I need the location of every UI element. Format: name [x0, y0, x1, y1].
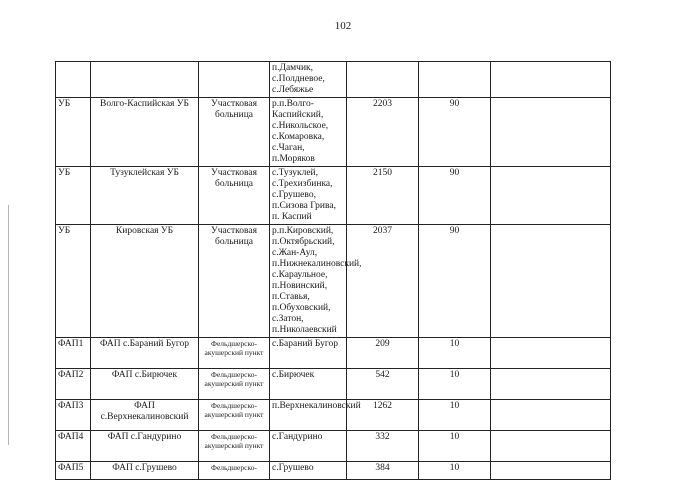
table-row: [56, 225, 611, 338]
facility-code: ФАП5: [56, 462, 91, 480]
facility-name: Кировская УБ: [91, 225, 199, 338]
served-places: [270, 400, 361, 431]
table-row: [56, 338, 611, 369]
place-name: с.Комаровка,: [272, 132, 325, 142]
facility-type: Участковая больница: [199, 225, 270, 338]
table-row: [56, 62, 611, 98]
extra-cell: [491, 167, 611, 225]
scan-edge-line: [8, 205, 9, 445]
population-value: 209: [347, 338, 419, 369]
facility-code: ФАП1: [56, 338, 91, 369]
place-name: с.Чаган,: [272, 143, 305, 153]
served-places: [270, 338, 347, 369]
place-name: п.Ставья,: [272, 292, 310, 302]
place-name: п.Верхнекалиновский: [272, 401, 361, 411]
table-row: [56, 462, 611, 480]
place-name: п.Нижнекалиновский,: [272, 259, 362, 269]
place-name: с.Бараний Бугор: [272, 339, 338, 349]
facility-type: Фельдшерско-акушерский пункт: [199, 400, 270, 431]
facility-code: УБ: [56, 167, 91, 225]
place-name: р.п.Кировский,: [272, 226, 334, 236]
place-name: с.Полдневое,: [272, 74, 325, 84]
facility-code: УБ: [56, 225, 91, 338]
facility-type: Фельдшерско-: [199, 462, 270, 480]
facility-code: [56, 62, 91, 98]
place-name: п.Новинский,: [272, 281, 328, 291]
population-value: 1262: [347, 400, 419, 431]
population-value: [347, 62, 419, 98]
served-places: [270, 225, 362, 338]
facility-type: Участковая больница: [199, 98, 270, 167]
page-number: 102: [334, 20, 352, 32]
extra-cell: [491, 98, 611, 167]
facility-name: ФАП с.Бараний Бугор: [91, 338, 199, 369]
facility-name: Тузуклейская УБ: [91, 167, 199, 225]
place-name: с.Караульное,: [272, 270, 328, 280]
facility-code: ФАП3: [56, 400, 91, 431]
distance-value: [419, 62, 491, 98]
place-name: с.Никольское,: [272, 121, 329, 131]
place-name: п.Моряков: [272, 154, 315, 164]
table-row: [56, 400, 611, 431]
place-name: п. Каспий: [272, 212, 312, 222]
served-places: [270, 431, 347, 462]
place-name: п.Николаевский: [272, 325, 337, 335]
served-places: [270, 369, 347, 400]
place-name: Каспийский,: [272, 110, 324, 120]
place-name: с.Бирючек: [272, 370, 315, 380]
place-name: с.Грушево: [272, 463, 314, 473]
distance-value: 10: [419, 400, 491, 431]
place-name: п.Обуховский,: [272, 303, 331, 313]
table-row: [56, 98, 611, 167]
extra-cell: [491, 369, 611, 400]
population-value: 2150: [347, 167, 419, 225]
extra-cell: [491, 431, 611, 462]
facility-name: ФАП с.Верхнекалиновский: [91, 400, 199, 431]
place-name: с.Грушево,: [272, 190, 316, 200]
facility-type: Фельдшерско-акушерский пункт: [199, 431, 270, 462]
distance-value: 10: [419, 338, 491, 369]
facility-code: ФАП4: [56, 431, 91, 462]
place-name: с.Трехизбинка,: [272, 179, 333, 189]
facility-name: ФАП с.Грушево: [91, 462, 199, 480]
place-name: с.Гандурино: [272, 432, 323, 442]
facility-table: [55, 61, 611, 480]
served-places: [270, 167, 347, 225]
facility-name: ФАП с.Гандурино: [91, 431, 199, 462]
place-name: с.Лебяжье: [272, 85, 314, 95]
facility-type: Фельдшерско-акушерский пункт: [199, 369, 270, 400]
extra-cell: [491, 338, 611, 369]
place-name: р.п.Волго-: [272, 99, 314, 109]
served-places: [270, 98, 347, 167]
served-places: [270, 462, 347, 480]
distance-value: 10: [419, 431, 491, 462]
distance-value: 10: [419, 369, 491, 400]
distance-value: 10: [419, 462, 491, 480]
place-name: п.Октябрьский,: [272, 237, 335, 247]
population-value: 332: [347, 431, 419, 462]
place-name: п.Сизова Грива,: [272, 201, 336, 211]
facility-type: Фельдшерско-акушерский пункт: [199, 338, 270, 369]
facility-code: ФАП2: [56, 369, 91, 400]
population-value: 2037: [347, 225, 419, 338]
extra-cell: [491, 62, 611, 98]
facility-name: [91, 62, 199, 98]
facility-type: Участковая больница: [199, 167, 270, 225]
distance-value: 90: [419, 225, 491, 338]
place-name: с.Тузуклей,: [272, 168, 319, 178]
table-row: [56, 167, 611, 225]
population-value: 2203: [347, 98, 419, 167]
distance-value: 90: [419, 98, 491, 167]
extra-cell: [491, 400, 611, 431]
place-name: с.Затон,: [272, 314, 304, 324]
facility-type: [199, 62, 270, 98]
table-row: [56, 369, 611, 400]
facility-name: ФАП с.Бирючек: [91, 369, 199, 400]
population-value: 542: [347, 369, 419, 400]
place-name: п.Дамчик,: [272, 63, 314, 73]
place-name: с.Жан-Аул,: [272, 248, 318, 258]
distance-value: 90: [419, 167, 491, 225]
extra-cell: [491, 225, 611, 338]
extra-cell: [491, 462, 611, 480]
facility-name: Волго-Каспийская УБ: [91, 98, 199, 167]
served-places: [270, 62, 347, 98]
facility-code: УБ: [56, 98, 91, 167]
table-row: [56, 431, 611, 462]
population-value: 384: [347, 462, 419, 480]
